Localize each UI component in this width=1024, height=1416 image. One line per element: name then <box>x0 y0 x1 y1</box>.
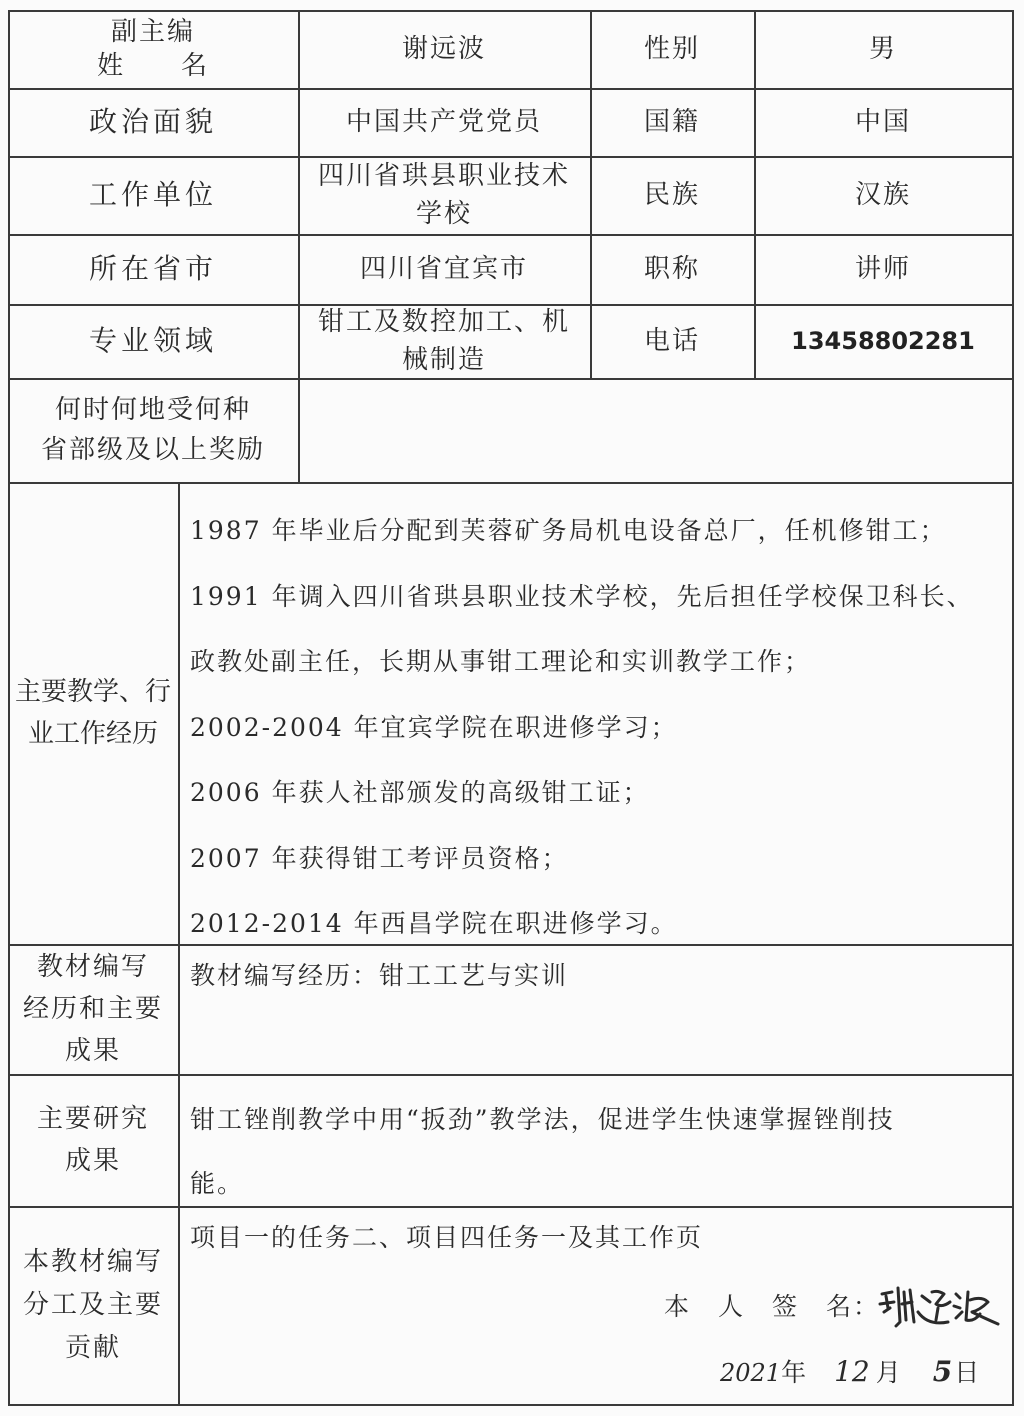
signature-label: 本 人 签 名： <box>664 1292 881 1321</box>
experience-line: 1987 年毕业后分配到芙蓉矿务局机电设备总厂，任机修钳工； <box>190 516 947 545</box>
political-label: 政治面貌 <box>88 105 217 138</box>
contribution-label-line: 贡献 <box>64 1332 121 1363</box>
research-line: 能。 <box>190 1169 245 1198</box>
date-row <box>720 1352 981 1393</box>
field-value-line: 钳工及数控加工、机 <box>317 307 570 337</box>
date-day-suffix: 日 <box>954 1358 982 1387</box>
experience-line: 2006 年获人社部颁发的高级钳工证； <box>190 778 650 807</box>
experience-label <box>8 482 178 944</box>
gender-label: 性别 <box>643 34 700 64</box>
title-value: 讲师 <box>854 254 911 284</box>
experience-label-line: 主要教学、行 <box>14 677 171 707</box>
date-day: 5 <box>932 1355 955 1388</box>
date-year-suffix: 年 <box>781 1358 809 1387</box>
field-value <box>298 304 590 378</box>
research-content <box>190 1088 895 1216</box>
contribution-label-line: 分工及主要 <box>22 1289 163 1320</box>
name-label <box>8 10 298 88</box>
textbook-line: 教材编写经历：钳工工艺与实训 <box>190 961 569 990</box>
name-value: 谢远波 <box>401 34 486 64</box>
experience-line: 2012-2014 年西昌学院在职进修学习。 <box>190 909 678 938</box>
signature-row <box>664 1282 1006 1332</box>
textbook-label-line: 教材编写 <box>36 952 149 982</box>
textbook-label-line: 经历和主要 <box>22 994 163 1024</box>
contribution-label-line: 本教材编写 <box>22 1246 163 1277</box>
experience-content <box>190 498 1006 957</box>
experience-line: 2002-2004 年宜宾学院在职进修学习； <box>190 712 678 742</box>
phone-value: 13458802281 <box>791 327 975 355</box>
ethnicity-value: 汉族 <box>854 180 911 210</box>
field-label: 专业领域 <box>88 324 217 357</box>
column-divider <box>178 482 180 1406</box>
research-label-line: 成果 <box>64 1146 121 1176</box>
phone-label: 电话 <box>643 326 700 356</box>
awards-label <box>8 378 298 482</box>
contribution-line: 项目一的任务二、项目四任务一及其工作页 <box>190 1223 704 1252</box>
workplace-label: 工作单位 <box>88 178 217 211</box>
name-label-line: 姓 名 <box>96 51 209 81</box>
workplace-value <box>298 156 590 234</box>
political-value: 中国共产党党员 <box>345 107 542 137</box>
column-divider <box>1012 10 1014 1406</box>
textbook-label <box>8 944 178 1074</box>
date-year: 2021 <box>720 1359 782 1387</box>
field-value-line: 械制造 <box>401 345 486 375</box>
gender-value: 男 <box>868 34 897 64</box>
title-label: 职称 <box>643 254 700 284</box>
experience-line: 2007 年获得钳工考评员资格； <box>190 843 569 873</box>
contribution-label <box>8 1206 178 1404</box>
name-label-line: 副主编 <box>110 17 195 47</box>
nationality-value: 中国 <box>854 107 911 137</box>
workplace-value-line: 学校 <box>415 199 472 229</box>
row-divider <box>8 1404 1014 1406</box>
contribution-content <box>190 1218 703 1258</box>
awards-value <box>298 378 1012 482</box>
experience-line: 政教处副主任，长期从事钳工理论和实训教学工作； <box>190 647 812 676</box>
research-line: 钳工锉削教学中用“扳劲”教学法，促进学生快速掌握锉削技 <box>190 1105 895 1134</box>
nationality-label: 国籍 <box>643 107 700 137</box>
workplace-value-line: 四川省珙县职业技术 <box>317 161 570 191</box>
research-label <box>8 1074 178 1206</box>
date-month-suffix: 月 <box>875 1358 903 1387</box>
profile-form <box>8 10 1014 1406</box>
date-month: 12 <box>834 1355 870 1388</box>
awards-label-line: 省部级及以上奖励 <box>40 435 265 465</box>
experience-label-line: 业工作经历 <box>27 719 158 749</box>
province-value: 四川省宜宾市 <box>359 254 528 284</box>
textbook-label-line: 成果 <box>64 1036 121 1066</box>
awards-label-line: 何时何地受何种 <box>54 395 251 425</box>
experience-line: 1991 年调入四川省珙县职业技术学校，先后担任学校保卫科长、 <box>190 581 974 611</box>
research-label-line: 主要研究 <box>36 1104 149 1134</box>
textbook-content <box>190 956 568 996</box>
handwritten-signature <box>876 1282 1006 1332</box>
province-label: 所在省市 <box>88 252 217 285</box>
ethnicity-label: 民族 <box>643 180 700 210</box>
